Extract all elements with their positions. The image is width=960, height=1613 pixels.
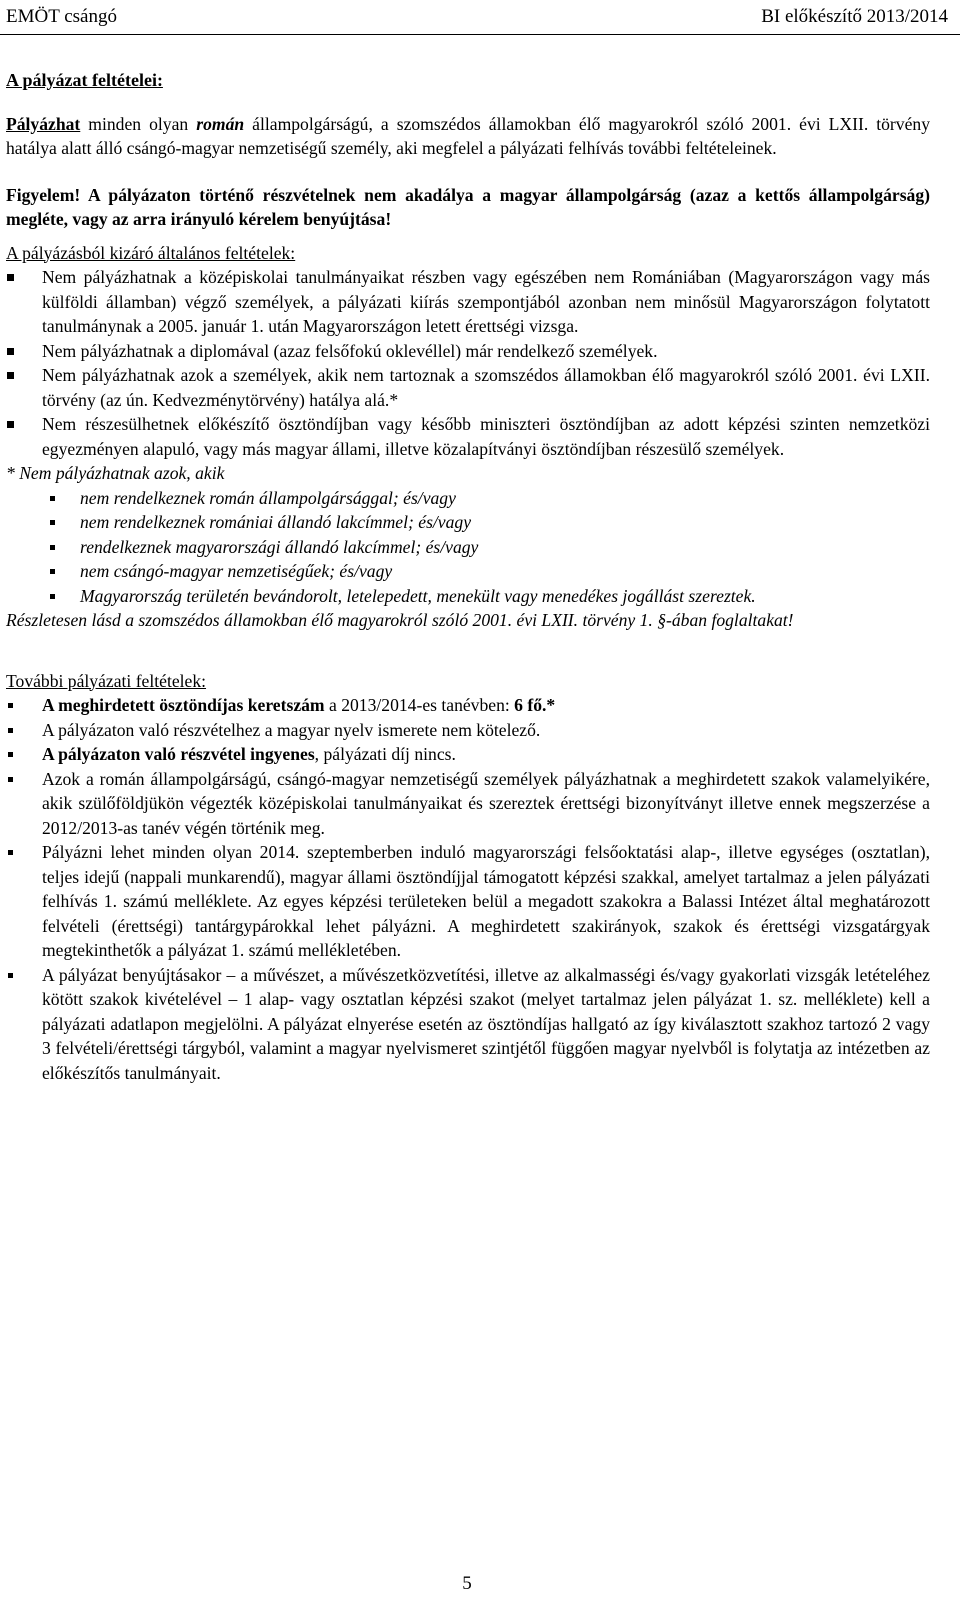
legal-reference: Részletesen lásd a szomszédos államokban élő magyarokról szóló 2001. évi LXII. törvény 1. §-ában foglaltakat! — [6, 610, 794, 630]
bullet-icon — [8, 703, 13, 708]
footnote-title: * Nem pályázhatnak azok, akik — [6, 463, 225, 483]
list-item — [6, 412, 930, 461]
condition-text: Pályázni lehet minden olyan 2014. szeptemberben induló magyarországi felsőoktatási alap-, illetve egységes (osztatlan), teljes idejű (nappali munkarendű), magyar állami ösztöndíjjal támogatott képzési szakkal, amelyet tartalmaz a jelen pályázati felhívás 1. számú melléklete. Az egyes képzési területeken belül a megadott szakokra a Balassi Intézet által meghatározott felvételi (érettségi) tantárgypárokkal lehet pályázni. A meghirdetett szakirányok, szakok és érettségi vizsgatárgyak megtekinthetők a pályázat 1. számú mellékletében. — [42, 842, 930, 960]
exclusion-text: Nem pályázhatnak azok a személyek, akik nem tartoznak a szomszédos államokban élő magyarokról szóló 2001. évi LXII. törvény (az ún. Kedvezménytörvény) hatálya alá.* — [42, 365, 930, 410]
header-left: EMÖT csángó — [6, 6, 117, 27]
quota-label: A meghirdetett ösztöndíjas keretszám — [42, 695, 325, 715]
list-item — [6, 718, 930, 743]
bullet-icon — [50, 569, 55, 574]
bullet-icon — [7, 421, 14, 428]
bullet-icon — [8, 973, 13, 978]
list-item — [6, 584, 930, 609]
condition-text: A pályázaton való részvételhez a magyar nyelv ismerete nem kötelező. — [42, 719, 541, 740]
footnote-text: Magyarország területén bevándorolt, letelepedett, menekült vagy menedékes jogállást szereztek. — [80, 585, 756, 606]
exclusion-text: Nem részesülhetnek előkészítő ösztöndíjban vagy később miniszteri ösztöndíjban az adott képzési szinten nemzetközi egyezményen alapuló, vagy más magyar állami, illetve közalapítványi ösztöndíjban részesülő személyek. — [42, 414, 930, 459]
bullet-icon — [8, 850, 13, 855]
list-item — [6, 767, 930, 841]
page-number: 5 — [462, 1573, 472, 1594]
list-item — [6, 339, 930, 364]
warning-text: Figyelem! A pályázaton történő részvételnek nem akadálya a magyar állampolgárság (azaz a kettős állampolgárság) megléte, vagy az arra irányuló kérelem benyújtása! — [6, 184, 930, 229]
condition-text: , pályázati díj nincs. — [314, 744, 456, 764]
footnote-list — [6, 486, 930, 609]
section-title-exclusions: A pályázásból kizáró általános feltételek: — [6, 242, 296, 263]
bullet-icon — [50, 594, 55, 599]
free-participation-label: A pályázaton való részvétel ingyenes — [42, 744, 315, 764]
bullet-icon — [7, 274, 14, 281]
bullet-icon — [8, 777, 13, 782]
eligibility-citizenship: román — [196, 113, 245, 134]
condition-text: Azok a román állampolgárságú, csángó-magyar nemzetiségű személyek pályázhatnak a meghirdetett szakok valamelyikére, akik szülőföldjükön végezték középiskolai tanulmányaikat és szereztek érettségi bizonyítványt illetve ennek megszerzése a 2012/2013-as tanév végén történik meg. — [42, 768, 930, 838]
exclusion-text: Nem pályázhatnak a diplomával (azaz felsőfokú oklevéllel) már rendelkező személyek. — [42, 340, 658, 361]
list-item — [6, 265, 930, 339]
exclusions-list — [6, 265, 930, 461]
bullet-icon — [8, 728, 13, 733]
section-title-conditions: A pályázat feltételei: — [6, 70, 163, 90]
footnote-text: nem rendelkeznek román állampolgársággal; és/vagy — [80, 487, 456, 508]
condition-text: A pályázat benyújtásakor – a művészet, a művészetközvetítési, illetve az alkalmasségi és/vagy gyakorlati vizsgák letételéhez kötött szakok kivételével – 1 alap- vagy osztatlan képzési szakot (melyet tartalmaz jelen pályázat 1. sz. melléklete) kell a pályázati adatlapon megjelölni. A pályázat elnyerése esetén az ösztöndíjas hallgató az így kiválasztott szakhoz tartozó 2 vagy 3 felvételi/érettségi tárgyból, valamint a magyar nyelvismeret szintjétől függően magyar nyelvből is folytatja az intézetben az előkészítős tanulmányait. — [42, 964, 930, 1083]
list-item — [6, 559, 930, 584]
bullet-icon — [7, 372, 14, 379]
eligibility-paragraph — [6, 112, 930, 161]
eligibility-text-a: minden olyan — [80, 113, 197, 134]
exclusion-text: Nem pályázhatnak a középiskolai tanulmányaikat részben vagy egészében nem Romániában (Magyarországon vagy más külföldi államban) végző személyek, a pályázati kiírás szempontjából azonban nem minősül Magyarországon folytatott tanulmánynak a 2005. január 1. után Magyarországon letett érettségi vizsga. — [42, 267, 930, 336]
list-item — [6, 693, 930, 718]
section-title-further: További pályázati feltételek: — [6, 670, 207, 691]
document-body — [6, 68, 930, 1085]
bullet-icon — [50, 496, 55, 501]
footnote-text: rendelkeznek magyarországi állandó lakcímmel; és/vagy — [80, 536, 479, 557]
list-item — [6, 742, 930, 767]
eligibility-text-b: állampolgárságú, a szomszédos államokban élő magyarokról szóló 2001. évi LXII. törvény hatálya alatt álló csángó-magyar nemzetiségű személy, aki megfelel a pályázati felhívás további feltételeinek. — [6, 113, 930, 158]
list-item — [6, 510, 930, 535]
bullet-icon — [50, 545, 55, 550]
bullet-icon — [8, 752, 13, 757]
list-item — [6, 963, 930, 1086]
eligibility-lead: Pályázhat — [6, 113, 81, 134]
footnote-text: nem csángó-magyar nemzetiségűek; és/vagy — [80, 561, 393, 581]
list-item — [6, 486, 930, 511]
warning-paragraph — [6, 183, 930, 232]
footnote-text: nem rendelkeznek romániai állandó lakcímmel; és/vagy — [80, 512, 472, 532]
list-item — [6, 840, 930, 963]
bullet-icon — [7, 348, 14, 355]
page-header — [0, 2, 960, 35]
header-right: BI előkészítő 2013/2014 — [761, 6, 948, 27]
list-item — [6, 363, 930, 412]
quota-value: 6 fő.* — [514, 695, 556, 715]
list-item — [6, 535, 930, 560]
further-conditions-list — [6, 693, 930, 1085]
bullet-icon — [50, 520, 55, 525]
quota-text: a 2013/2014-es tanévben: — [324, 695, 515, 715]
